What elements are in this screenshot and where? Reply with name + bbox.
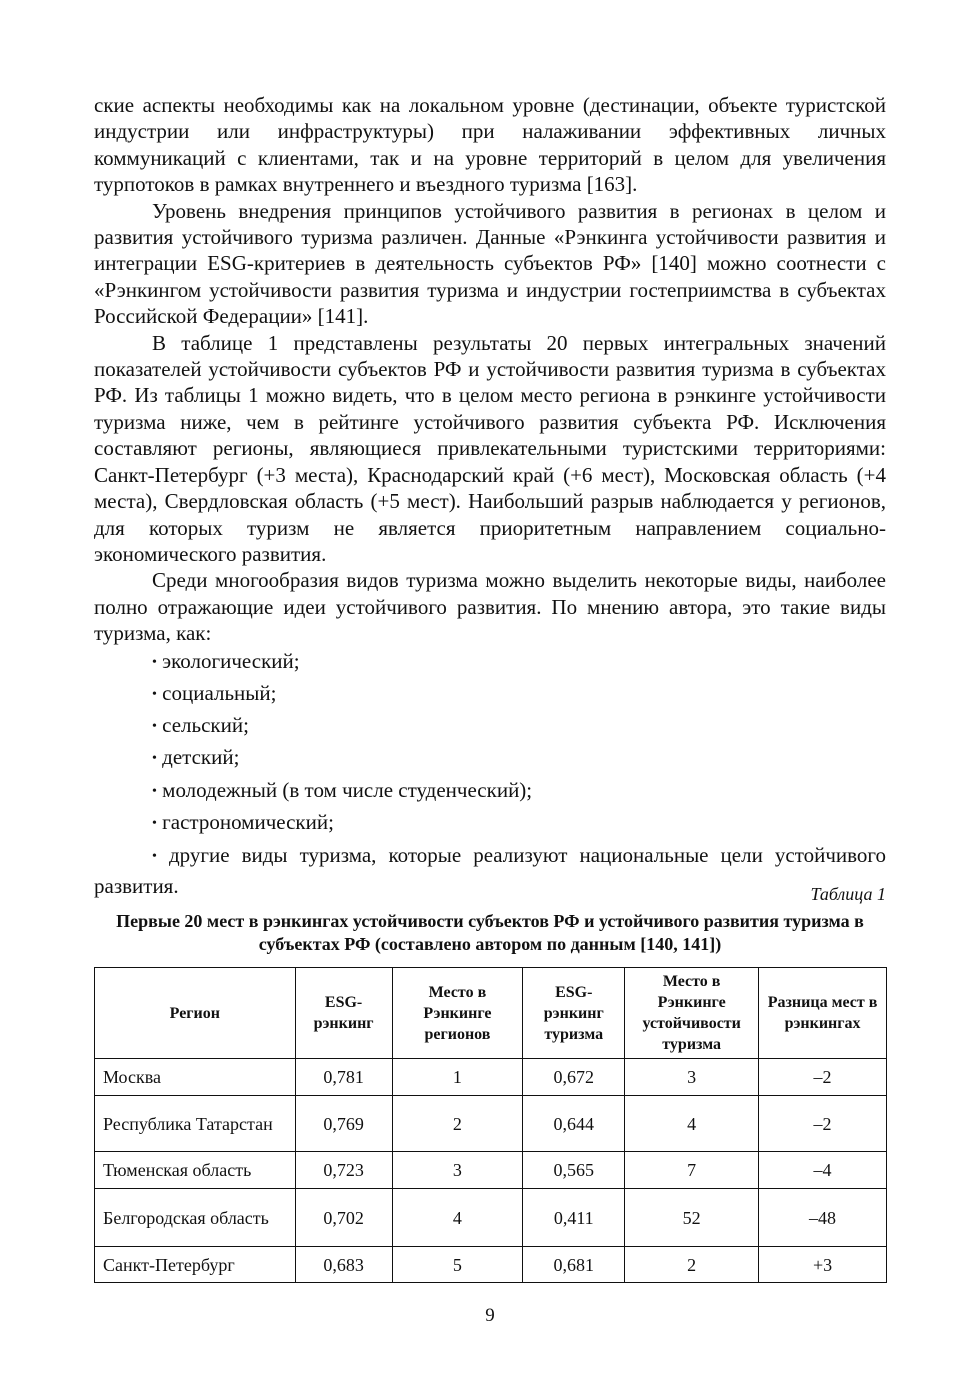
list-item: • социальный;: [152, 680, 277, 705]
cell-tourism-esg: 0,672: [523, 1059, 625, 1096]
bullet-icon: •: [152, 783, 157, 799]
table-row: [95, 1247, 887, 1283]
list-item: • молодежный (в том числе студенческий);: [152, 777, 533, 802]
cell-tourism-place: 52: [625, 1189, 759, 1247]
cell-region: Республика Татарстан: [95, 1096, 296, 1152]
cell-region: Белгородская область: [95, 1189, 296, 1247]
cell-regions-place: 3: [392, 1152, 523, 1189]
list-item: • детский;: [152, 745, 240, 770]
cell-tourism-esg: 0,565: [523, 1152, 625, 1189]
cell-tourism-place: 4: [625, 1096, 759, 1152]
cell-difference: –2: [759, 1096, 887, 1152]
table-row: [95, 1059, 887, 1096]
paragraph-table-description: В таблице 1 представлены результаты 20 первых интегральных значений показателей устойчивости субъектов РФ и устойчивости развития туризма в субъектах РФ. Из таблицы 1 можно видеть, что в целом место региона в рэнкинге устойчивости туризма ниже, чем в рейтинге устойчивого развития субъекта РФ. Исключения составляют регионы, являющиеся привлекательными туристскими территориями: Санкт-Петербург (+3 места), Краснодарский край (+6 мест), Московская область (+4 места), Свердловская область (+5 мест). Наибольший разрыв наблюдается у регионов, для которых туризм не является приоритетным направлением социально-экономического развития.: [94, 330, 886, 566]
header-place-difference: Разница мест в рэнкингах: [759, 968, 887, 1059]
bullet-icon: •: [152, 686, 157, 702]
list-item: • другие виды туризма, которые реализуют национальные цели устойчивого развития.: [94, 843, 886, 898]
table-header-row: [95, 968, 887, 1059]
cell-tourism-place: 7: [625, 1152, 759, 1189]
cell-tourism-place: 3: [625, 1059, 759, 1096]
bullet-icon: •: [152, 816, 157, 832]
paragraph-continuation: ские аспекты необходимы как на локальном уровне (дестинации, объекте туристской индустрии или инфраструктуры) при налаживании эффективных личных коммуникаций с клиентами, так и на уровне территорий в целом для увеличения турпотоков в рамках внутреннего и въездного туризма [163].: [94, 93, 886, 197]
cell-regions-place: 2: [392, 1096, 523, 1152]
cell-difference: +3: [759, 1247, 887, 1283]
cell-region: Тюменская область: [95, 1152, 296, 1189]
cell-difference: –2: [759, 1059, 887, 1096]
table-row: [95, 1152, 887, 1189]
cell-tourism-esg: 0,681: [523, 1247, 625, 1283]
cell-region: Москва: [95, 1059, 296, 1096]
list-item: • экологический;: [152, 648, 300, 673]
cell-esg: 0,683: [295, 1247, 392, 1283]
cell-tourism-esg: 0,411: [523, 1189, 625, 1247]
cell-esg: 0,769: [295, 1096, 392, 1152]
cell-esg: 0,723: [295, 1152, 392, 1189]
table-title: Первые 20 мест в рэнкингах устойчивости субъектов РФ и устойчивого развития туризма в субъектах РФ (составлено автором по данным [140, 141]): [116, 911, 864, 954]
cell-regions-place: 4: [392, 1189, 523, 1247]
list-item: • гастрономический;: [152, 810, 334, 835]
header-tourism-place: Место в Рэнкинге устойчивости туризма: [625, 968, 759, 1059]
cell-tourism-place: 2: [625, 1247, 759, 1283]
page-number: 9: [485, 1305, 495, 1326]
bullet-icon: •: [152, 751, 157, 767]
tourism-types-list: [94, 647, 886, 900]
paragraph-sustainability-levels: Уровень внедрения принципов устойчивого развития в регионах в целом и развития устойчивого туризма различен. Данные «Рэнкинга устойчивости развития и интеграции ESG-критериев в деятельность субъектов РФ» [140] можно соотнести с «Рэнкингом устойчивости развития туризма и индустрии гостеприимства в субъектах Российской Федерации» [141].: [94, 198, 886, 329]
bullet-icon: •: [152, 719, 157, 735]
bullet-icon: •: [152, 849, 157, 865]
cell-difference: –48: [759, 1189, 887, 1247]
cell-region: Санкт-Петербург: [95, 1247, 296, 1283]
cell-regions-place: 5: [392, 1247, 523, 1283]
header-esg-ranking: ESG-рэнкинг: [295, 968, 392, 1059]
cell-difference: –4: [759, 1152, 887, 1189]
cell-tourism-esg: 0,644: [523, 1096, 625, 1152]
table-label: Таблица 1: [810, 884, 886, 904]
header-regions-place: Место в Рэнкинге регионов: [392, 968, 523, 1059]
cell-regions-place: 1: [392, 1059, 523, 1096]
header-region: Регион: [95, 968, 296, 1059]
cell-esg: 0,781: [295, 1059, 392, 1096]
bullet-icon: •: [152, 654, 157, 670]
header-tourism-esg: ESG-рэнкинг туризма: [523, 968, 625, 1059]
cell-esg: 0,702: [295, 1189, 392, 1247]
table-row: [95, 1189, 887, 1247]
page-body: [94, 92, 886, 899]
list-item: • сельский;: [152, 713, 249, 738]
paragraph-tourism-types-intro: Среди многообразия видов туризма можно выделить некоторые виды, наиболее полно отражающие идеи устойчивого развития. По мнению автора, это такие виды туризма, как:: [94, 568, 886, 646]
table-row: [95, 1096, 887, 1152]
rankings-table: [94, 967, 887, 1283]
